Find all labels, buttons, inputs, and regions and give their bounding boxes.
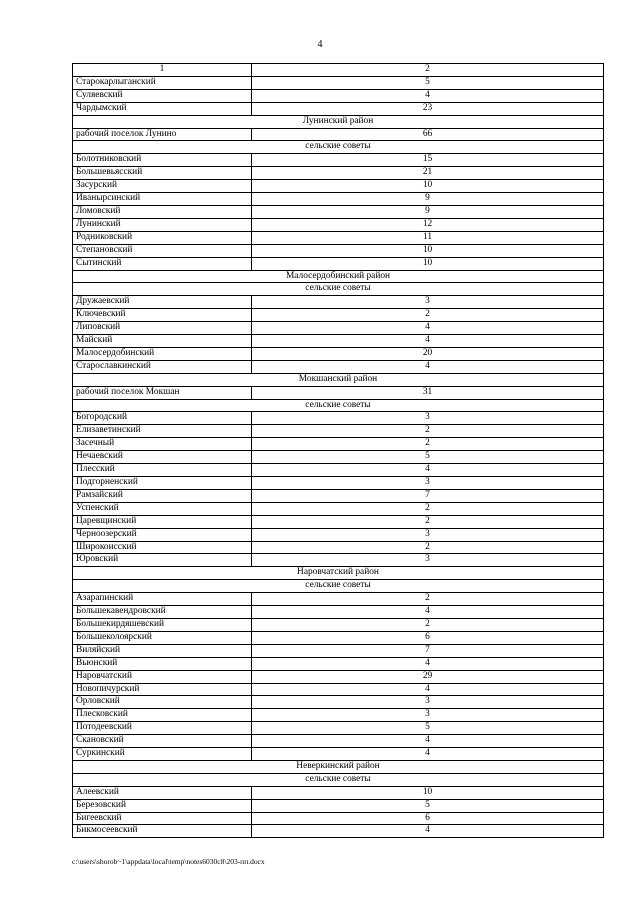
settlement-value: 7 bbox=[252, 489, 604, 502]
section-row bbox=[73, 270, 604, 283]
section-title: сельские советы bbox=[73, 283, 604, 296]
settlement-value: 3 bbox=[252, 528, 604, 541]
settlement-name: Богородский bbox=[73, 412, 252, 425]
table-row bbox=[73, 748, 604, 761]
settlement-name: Большевьясский bbox=[73, 167, 252, 180]
settlement-value: 4 bbox=[252, 825, 604, 838]
settlement-value: 2 bbox=[252, 438, 604, 451]
section-title: сельские советы bbox=[73, 580, 604, 593]
settlement-name: Майский bbox=[73, 335, 252, 348]
settlement-value: 7 bbox=[252, 644, 604, 657]
settlement-value: 23 bbox=[252, 102, 604, 115]
table-row bbox=[73, 502, 604, 515]
settlement-value: 10 bbox=[252, 786, 604, 799]
settlement-name: Большекавендровский bbox=[73, 606, 252, 619]
table-row bbox=[73, 631, 604, 644]
table-row bbox=[73, 386, 604, 399]
settlement-name: Плесковский bbox=[73, 709, 252, 722]
settlement-value: 5 bbox=[252, 799, 604, 812]
settlement-value: 29 bbox=[252, 670, 604, 683]
settlement-name: Елизаветинский bbox=[73, 425, 252, 438]
section-row bbox=[73, 580, 604, 593]
table-row bbox=[73, 322, 604, 335]
section-row bbox=[73, 567, 604, 580]
settlement-value: 10 bbox=[252, 244, 604, 257]
section-title: Мокшанский район bbox=[73, 373, 604, 386]
section-row bbox=[73, 773, 604, 786]
settlement-name: Родниковский bbox=[73, 231, 252, 244]
section-row bbox=[73, 141, 604, 154]
table-row bbox=[73, 438, 604, 451]
settlement-name: Засурский bbox=[73, 180, 252, 193]
settlement-value: 2 bbox=[252, 541, 604, 554]
table-row bbox=[73, 696, 604, 709]
section-title: Малосердобинский район bbox=[73, 270, 604, 283]
table-row bbox=[73, 218, 604, 231]
table-row bbox=[73, 309, 604, 322]
page-number: 4 bbox=[317, 39, 323, 50]
settlement-value: 4 bbox=[252, 606, 604, 619]
table-row bbox=[73, 593, 604, 606]
table-row bbox=[73, 825, 604, 838]
table-row bbox=[73, 347, 604, 360]
settlement-name: Виляйский bbox=[73, 644, 252, 657]
settlement-value: 21 bbox=[252, 167, 604, 180]
settlement-name: Ломовский bbox=[73, 205, 252, 218]
settlement-name: Сытинский bbox=[73, 257, 252, 270]
table-row bbox=[73, 657, 604, 670]
settlement-name: рабочий поселок Лунино bbox=[73, 128, 252, 141]
table-row bbox=[73, 193, 604, 206]
table-row bbox=[73, 683, 604, 696]
settlement-value: 2 bbox=[252, 502, 604, 515]
section-title: Наровчатский район bbox=[73, 567, 604, 580]
settlement-value: 2 bbox=[252, 425, 604, 438]
settlement-name: Потодеевский bbox=[73, 722, 252, 735]
settlement-name: Старокарлыганский bbox=[73, 76, 252, 89]
table-row bbox=[73, 541, 604, 554]
section-row bbox=[73, 283, 604, 296]
settlement-name: Березовский bbox=[73, 799, 252, 812]
settlement-name: Болотниковский bbox=[73, 154, 252, 167]
section-row bbox=[73, 115, 604, 128]
table-row bbox=[73, 425, 604, 438]
settlement-name: Иванырсинский bbox=[73, 193, 252, 206]
settlement-value: 4 bbox=[252, 735, 604, 748]
settlement-name: Липовский bbox=[73, 322, 252, 335]
settlement-value: 15 bbox=[252, 154, 604, 167]
settlement-name: Малосердобинский bbox=[73, 347, 252, 360]
section-row bbox=[73, 760, 604, 773]
settlement-name: Плесский bbox=[73, 464, 252, 477]
settlement-value: 4 bbox=[252, 464, 604, 477]
table-row bbox=[73, 102, 604, 115]
settlement-name: Наровчатский bbox=[73, 670, 252, 683]
section-title: сельские советы bbox=[73, 773, 604, 786]
table-row bbox=[73, 257, 604, 270]
table-row bbox=[73, 618, 604, 631]
settlement-name: Лунинский bbox=[73, 218, 252, 231]
settlement-value: 3 bbox=[252, 412, 604, 425]
settlement-name: Широкоисский bbox=[73, 541, 252, 554]
settlement-value: 3 bbox=[252, 696, 604, 709]
table-row bbox=[73, 722, 604, 735]
settlement-value: 11 bbox=[252, 231, 604, 244]
settlement-value: 5 bbox=[252, 722, 604, 735]
table-row bbox=[73, 180, 604, 193]
table-row bbox=[73, 128, 604, 141]
table-row bbox=[73, 89, 604, 102]
settlement-value: 12 bbox=[252, 218, 604, 231]
settlement-name: Нечаевский bbox=[73, 451, 252, 464]
settlement-name: Подгорненский bbox=[73, 477, 252, 490]
settlement-name: Орловский bbox=[73, 696, 252, 709]
table-row bbox=[73, 167, 604, 180]
table-row bbox=[73, 244, 604, 257]
section-title: Лунинский район bbox=[73, 115, 604, 128]
table-row bbox=[73, 606, 604, 619]
table-row bbox=[73, 451, 604, 464]
settlement-name: Скановский bbox=[73, 735, 252, 748]
settlement-value: 4 bbox=[252, 89, 604, 102]
settlement-value: 9 bbox=[252, 193, 604, 206]
settlement-value: 2 bbox=[252, 593, 604, 606]
table-row bbox=[73, 528, 604, 541]
settlement-name: Рамзайский bbox=[73, 489, 252, 502]
settlement-value: 66 bbox=[252, 128, 604, 141]
table-row bbox=[73, 360, 604, 373]
settlement-name: Новопичурский bbox=[73, 683, 252, 696]
settlement-value: 31 bbox=[252, 386, 604, 399]
table-row bbox=[73, 489, 604, 502]
table-row bbox=[73, 799, 604, 812]
settlement-value: 4 bbox=[252, 748, 604, 761]
settlement-name: Успенский bbox=[73, 502, 252, 515]
settlement-value: 2 bbox=[252, 618, 604, 631]
settlement-value: 5 bbox=[252, 451, 604, 464]
settlement-name: Старославкинский bbox=[73, 360, 252, 373]
settlement-value: 2 bbox=[252, 515, 604, 528]
settlement-name: Суляевский bbox=[73, 89, 252, 102]
settlement-name: Суркинский bbox=[73, 748, 252, 761]
section-title: сельские советы bbox=[73, 399, 604, 412]
settlement-value: 4 bbox=[252, 335, 604, 348]
table-row bbox=[73, 205, 604, 218]
column-header-1: 1 bbox=[73, 64, 252, 77]
settlement-value: 3 bbox=[252, 554, 604, 567]
settlement-name: Большеколоярский bbox=[73, 631, 252, 644]
settlement-value: 10 bbox=[252, 257, 604, 270]
settlement-value: 3 bbox=[252, 296, 604, 309]
table-row bbox=[73, 76, 604, 89]
table-row bbox=[73, 554, 604, 567]
settlement-name: Большекирдяшевский bbox=[73, 618, 252, 631]
table-row bbox=[73, 812, 604, 825]
municipalities-table bbox=[72, 63, 604, 838]
settlement-value: 9 bbox=[252, 205, 604, 218]
settlement-value: 4 bbox=[252, 322, 604, 335]
settlement-value: 3 bbox=[252, 477, 604, 490]
settlement-value: 10 bbox=[252, 180, 604, 193]
settlement-value: 2 bbox=[252, 309, 604, 322]
table-row bbox=[73, 412, 604, 425]
settlement-value: 6 bbox=[252, 631, 604, 644]
settlement-name: Царевщинский bbox=[73, 515, 252, 528]
settlement-name: рабочий поселок Мокшан bbox=[73, 386, 252, 399]
table-row bbox=[73, 786, 604, 799]
settlement-name: Степановский bbox=[73, 244, 252, 257]
table-row bbox=[73, 477, 604, 490]
settlement-value: 5 bbox=[252, 76, 604, 89]
table-row bbox=[73, 296, 604, 309]
table-body bbox=[73, 64, 604, 838]
table-header-row bbox=[73, 64, 604, 77]
settlement-value: 4 bbox=[252, 360, 604, 373]
settlement-name: Ключевский bbox=[73, 309, 252, 322]
settlement-name: Черноозерский bbox=[73, 528, 252, 541]
section-row bbox=[73, 399, 604, 412]
settlement-value: 20 bbox=[252, 347, 604, 360]
table-row bbox=[73, 231, 604, 244]
settlement-name: Засечный bbox=[73, 438, 252, 451]
settlement-name: Бикмосеевский bbox=[73, 825, 252, 838]
table-row bbox=[73, 644, 604, 657]
table-row bbox=[73, 670, 604, 683]
section-row bbox=[73, 373, 604, 386]
table-row bbox=[73, 464, 604, 477]
settlement-name: Вьюнский bbox=[73, 657, 252, 670]
table-row bbox=[73, 154, 604, 167]
settlement-name: Алеевский bbox=[73, 786, 252, 799]
settlement-value: 4 bbox=[252, 683, 604, 696]
settlement-name: Дружаевский bbox=[73, 296, 252, 309]
settlement-value: 4 bbox=[252, 657, 604, 670]
section-title: сельские советы bbox=[73, 141, 604, 154]
settlement-name: Бигеевский bbox=[73, 812, 252, 825]
settlement-value: 3 bbox=[252, 709, 604, 722]
table-row bbox=[73, 335, 604, 348]
table-row bbox=[73, 515, 604, 528]
file-path-footer: c:\users\shorob~1\appdata\local\temp\notes6030c8\203-пп.docx bbox=[72, 857, 265, 866]
settlement-name: Азарапинский bbox=[73, 593, 252, 606]
settlement-value: 6 bbox=[252, 812, 604, 825]
table-row bbox=[73, 709, 604, 722]
table-row bbox=[73, 735, 604, 748]
settlement-name: Юровский bbox=[73, 554, 252, 567]
column-header-2: 2 bbox=[252, 64, 604, 77]
settlement-name: Чардымский bbox=[73, 102, 252, 115]
section-title: Неверкинский район bbox=[73, 760, 604, 773]
